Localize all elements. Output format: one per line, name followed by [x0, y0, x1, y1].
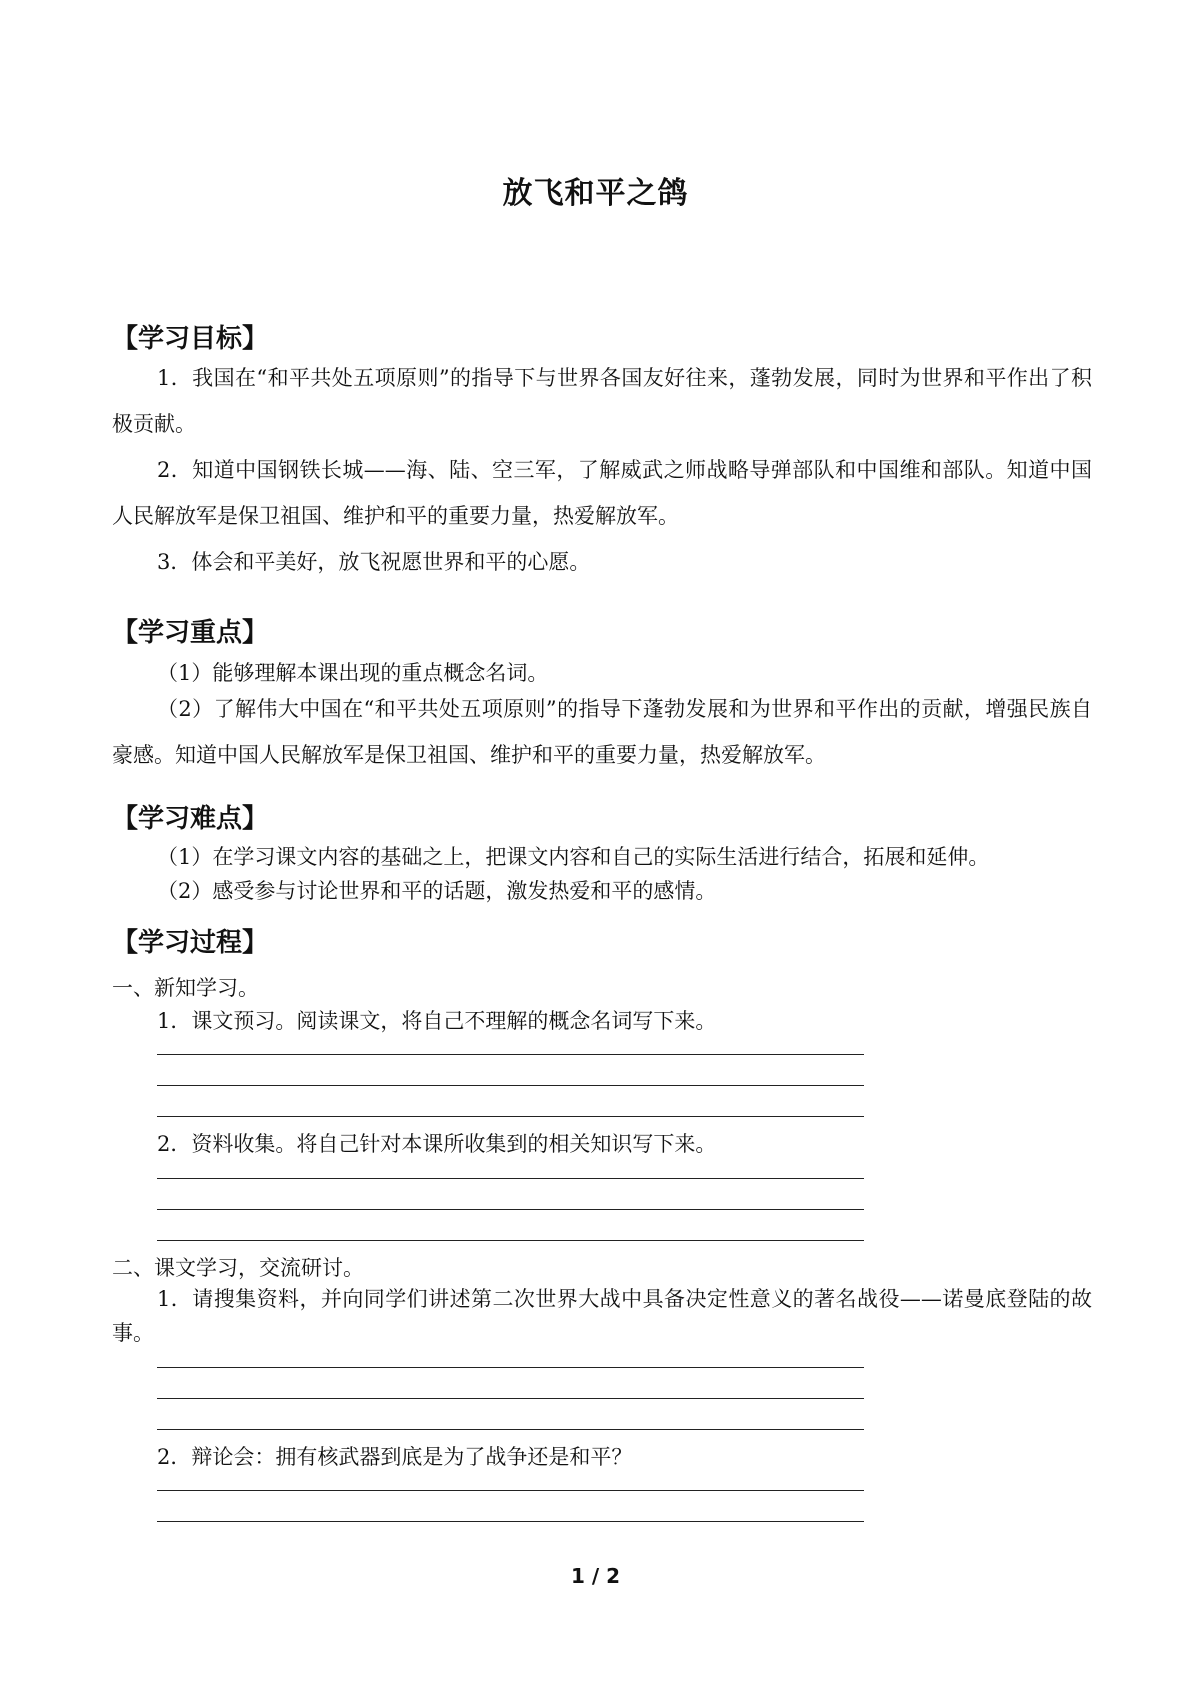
section-heading-objectives: 【学习目标】	[112, 324, 269, 354]
process-part2-title: 二、课文学习，交流研讨。	[112, 1256, 364, 1280]
answer-line	[157, 1085, 864, 1086]
answer-line	[157, 1209, 864, 1210]
answer-line	[157, 1367, 864, 1368]
section-heading-process: 【学习过程】	[112, 928, 269, 958]
process-part1-question-2: 2．资料收集。将自己针对本课所收集到的相关知识写下来。	[157, 1132, 717, 1156]
key-point-item-1: （1）能够理解本课出现的重点概念名词。	[157, 661, 549, 685]
key-point-item-2: （2）了解伟大中国在“和平共处五项原则”的指导下蓬勃发展和为世界和平作出的贡献，增强民族自豪感。知道中国人民解放军是保卫祖国、维护和平的重要力量，热爱解放军。	[112, 697, 1092, 767]
answer-line	[157, 1521, 864, 1522]
difficulty-item-1: （1）在学习课文内容的基础之上，把课文内容和自己的实际生活进行结合，拓展和延伸。	[157, 845, 990, 869]
difficulty-item-2: （2）感受参与讨论世界和平的话题，激发热爱和平的感情。	[157, 879, 717, 903]
process-part1-title: 一、新知学习。	[112, 976, 259, 1000]
section-heading-difficulties: 【学习难点】	[112, 804, 269, 834]
answer-line	[157, 1240, 864, 1241]
objective-item-1: 1．我国在“和平共处五项原则”的指导下与世界各国友好往来，蓬勃发展，同时为世界和平作出了积极贡献。	[112, 366, 1092, 436]
process-part2-question-2: 2．辩论会：拥有核武器到底是为了战争还是和平？	[157, 1445, 633, 1469]
objective-item-2: 2．知道中国钢铁长城——海、陆、空三军，了解威武之师战略导弹部队和中国维和部队。知道中国人民解放军是保卫祖国、维护和平的重要力量，热爱解放军。	[112, 458, 1092, 528]
answer-line	[157, 1116, 864, 1117]
page-number: 1 / 2	[570, 1564, 621, 1588]
answer-line	[157, 1398, 864, 1399]
answer-line	[157, 1429, 864, 1430]
process-part2-question-1: 1．请搜集资料，并向同学们讲述第二次世界大战中具备决定性意义的著名战役——诺曼底登陆的故事。	[112, 1287, 1092, 1345]
page-title: 放飞和平之鸽	[502, 176, 689, 211]
answer-line	[157, 1490, 864, 1491]
section-heading-key-points: 【学习重点】	[112, 618, 269, 648]
process-part1-question-1: 1．课文预习。阅读课文，将自己不理解的概念名词写下来。	[157, 1009, 717, 1033]
answer-line	[157, 1054, 864, 1055]
answer-line	[157, 1178, 864, 1179]
objective-item-3: 3．体会和平美好，放飞祝愿世界和平的心愿。	[157, 550, 591, 574]
